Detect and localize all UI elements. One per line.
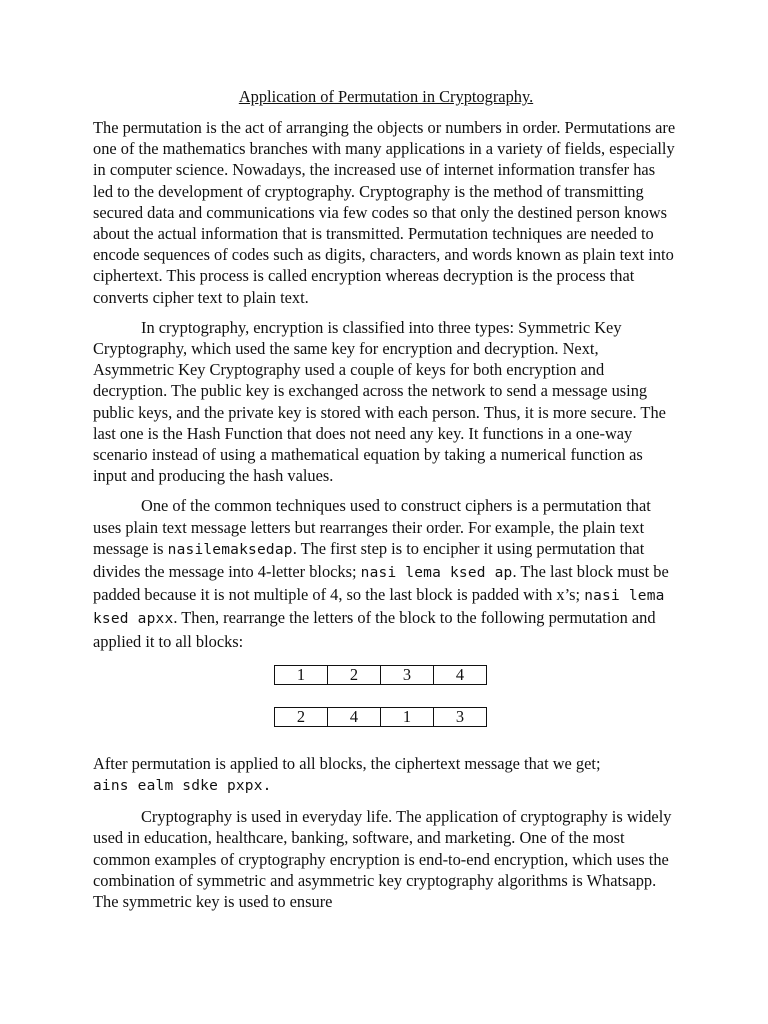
example-text-2: . The first step is to encipher it using permutation that divides the message into 4-letter blocks; <box>93 538 645 582</box>
table-cell: 3 <box>434 707 487 726</box>
table-cell: 2 <box>275 707 328 726</box>
table-cell: 2 <box>328 665 381 684</box>
table-cell: 4 <box>434 665 487 684</box>
permutation-table-rearranged <box>274 707 487 727</box>
padded-blocks-message: nasi lema ksed apxx <box>93 588 665 628</box>
paragraph-encryption-types: In cryptography, encryption is classified into three types: Symmetric Key Cryptography, which used the same key for encryption and decryption. Next, Asymmetric Key Cryptography used a couple of keys for both encryption and decryption. The public key is exchanged across the network to send a message using public keys, and the private key is stored with each person. Thus, it is more secure. The last one is the Hash Function that does not need any key. It functions in a one-way scenario instead of using a mathematical equation by taking a numerical function as input and producing the hash values. <box>93 317 666 486</box>
ciphertext-intro: After permutation is applied to all blocks, the ciphertext message that we get; <box>93 753 601 773</box>
paragraph-everyday-use: Cryptography is used in everyday life. The application of cryptography is widely used in education, healthcare, banking, software, and marketing. One of the most common examples of cryptography encryption is end-to-end encryption, which uses the combination of symmetric and asymmetric key cryptography algorithms is Whatsapp. The symmetric key is used to ensure <box>93 807 672 912</box>
table-cell: 1 <box>381 707 434 726</box>
table-row <box>275 707 487 726</box>
paragraph-ciphertext <box>93 753 679 797</box>
document-page <box>93 86 679 912</box>
table-cell: 1 <box>275 665 328 684</box>
paragraph-intro: The permutation is the act of arranging the objects or numbers in order. Permutations are one of the mathematics branches with many applications in a variety of fields, especially in computer science. Nowadays, the increased use of internet information transfer has led to the development of cryptography. Cryptography is the method of transmitting secured data and communications via few codes so that only the destined person knows about the actual information that is transmitted. Permutation techniques are needed to encode sequences of codes such as digits, characters, and words known as plain text into ciphertext. This process is called encryption whereas decryption is the process that converts cipher text to plain text. <box>93 118 676 307</box>
table-row <box>275 665 487 684</box>
table-cell: 4 <box>328 707 381 726</box>
plain-text-message: nasilemaksedap <box>167 541 293 558</box>
blocks-message: nasi lema ksed ap <box>360 565 513 582</box>
paragraph-permutation-example <box>93 495 679 651</box>
ciphertext-message: ains ealm sdke pxpx. <box>93 778 272 795</box>
example-text-3: . The last block must be padded because it is not multiple of 4, so the last block is padded with x’s; <box>93 562 669 605</box>
permutation-table-original <box>274 665 487 685</box>
table-cell: 3 <box>381 665 434 684</box>
document-title: Application of Permutation in Cryptography. <box>238 87 534 106</box>
example-text-4: . Then, rearrange the letters of the block to the following permutation and applied it to all blocks: <box>93 608 656 651</box>
example-text-1: One of the common techniques used to construct ciphers is a permutation that uses plain text message letters but rearranges their order. For example, the plain text message is <box>93 496 651 558</box>
